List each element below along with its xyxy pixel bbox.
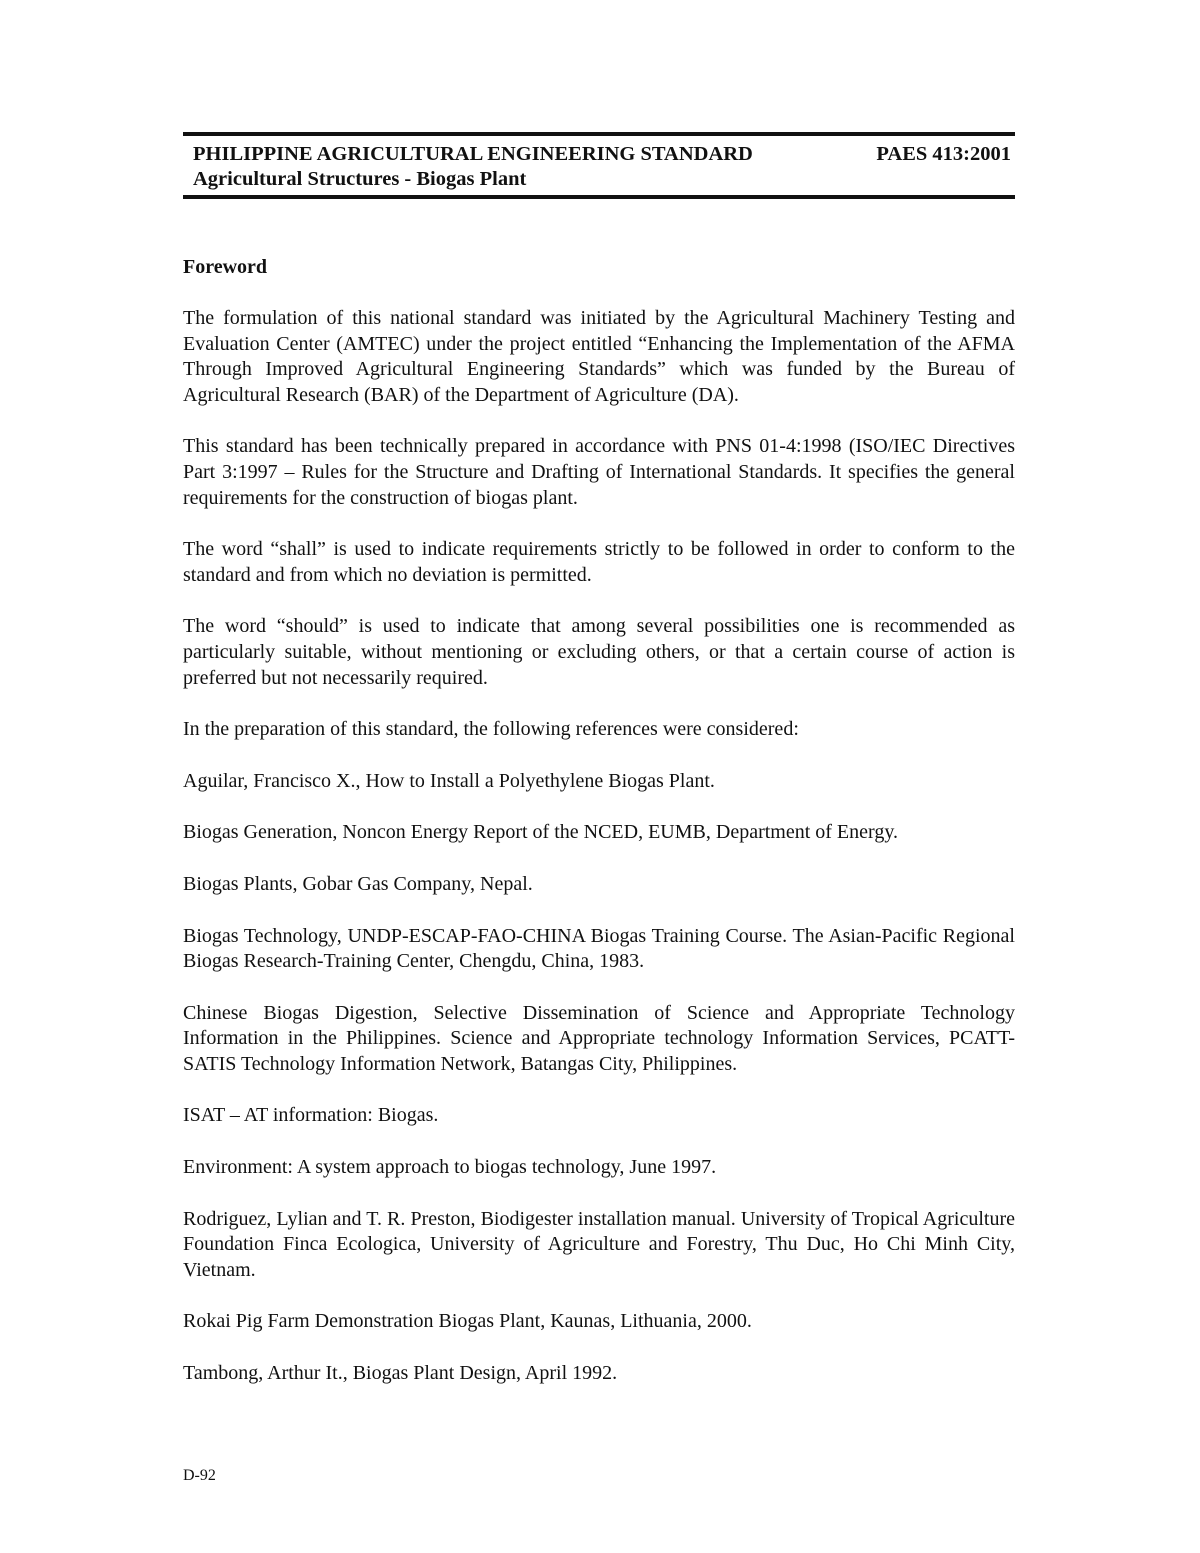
foreword-paragraph: In the preparation of this standard, the following references were considered: bbox=[183, 718, 799, 741]
reference-item: Biogas Technology, UNDP-ESCAP-FAO-CHINA Biogas Training Course. The Asian-Pacific Regional Biogas Research-Training Center, Chengdu, China, 1983. bbox=[183, 924, 1015, 973]
page-number: D-92 bbox=[183, 1467, 216, 1484]
reference-item: Biogas Generation, Noncon Energy Report of the NCED, EUMB, Department of Energy. bbox=[183, 821, 899, 844]
standard-code: PAES 413:2001 bbox=[876, 143, 1011, 165]
reference-item: Rodriguez, Lylian and T. R. Preston, Biodigester installation manual. University of Tropical Agriculture Foundation Finca Ecologica, University of Agriculture and Forestry, Thu Duc, Ho Chi Minh City, Vietnam. bbox=[183, 1207, 1015, 1281]
reference-list bbox=[183, 769, 1015, 1387]
standard-title: PHILIPPINE AGRICULTURAL ENGINEERING STANDARD bbox=[193, 143, 753, 165]
header-row bbox=[193, 142, 1011, 167]
reference-item: Chinese Biogas Digestion, Selective Dissemination of Science and Appropriate Technology Information in the Philippines. Science and Appropriate technology Information Services, PCATT-SATIS Technology Information Network, Batangas City, Philippines. bbox=[183, 1001, 1015, 1075]
reference-item: Biogas Plants, Gobar Gas Company, Nepal. bbox=[183, 872, 533, 895]
reference-item: ISAT – AT information: Biogas. bbox=[183, 1104, 439, 1127]
foreword-heading: Foreword bbox=[183, 256, 268, 278]
foreword-paragraph: This standard has been technically prepared in accordance with PNS 01-4:1998 (ISO/IEC Directives Part 3:1997 – Rules for the Structure and Drafting of International Standards. It specifies the general requirements for the construction of biogas plant. bbox=[183, 435, 1015, 509]
reference-item: Environment: A system approach to biogas technology, June 1997. bbox=[183, 1156, 717, 1179]
reference-item: Rokai Pig Farm Demonstration Biogas Plant, Kaunas, Lithuania, 2000. bbox=[183, 1310, 752, 1333]
document-header bbox=[183, 132, 1015, 199]
reference-item: Aguilar, Francisco X., How to Install a Polyethylene Biogas Plant. bbox=[183, 769, 715, 792]
foreword-paragraph: The word “shall” is used to indicate requirements strictly to be followed in order to conform to the standard and from which no deviation is permitted. bbox=[183, 538, 1015, 586]
standard-subtitle: Agricultural Structures - Biogas Plant bbox=[193, 168, 527, 190]
document-page bbox=[183, 132, 1015, 1413]
foreword-body bbox=[183, 306, 1015, 743]
foreword-paragraph: The formulation of this national standard was initiated by the Agricultural Machinery Testing and Evaluation Center (AMTEC) under the project entitled “Enhancing the Implementation of the AFMA Through Improved Agricultural Engineering Standards” which was funded by the Bureau of Agricultural Research (BAR) of the Department of Agriculture (DA). bbox=[183, 307, 1015, 406]
foreword-paragraph: The word “should” is used to indicate that among several possibilities one is recommended as particularly suitable, without mentioning or excluding others, or that a certain course of action is preferred but not necessarily required. bbox=[183, 615, 1015, 689]
reference-item: Tambong, Arthur It., Biogas Plant Design, April 1992. bbox=[183, 1362, 618, 1385]
